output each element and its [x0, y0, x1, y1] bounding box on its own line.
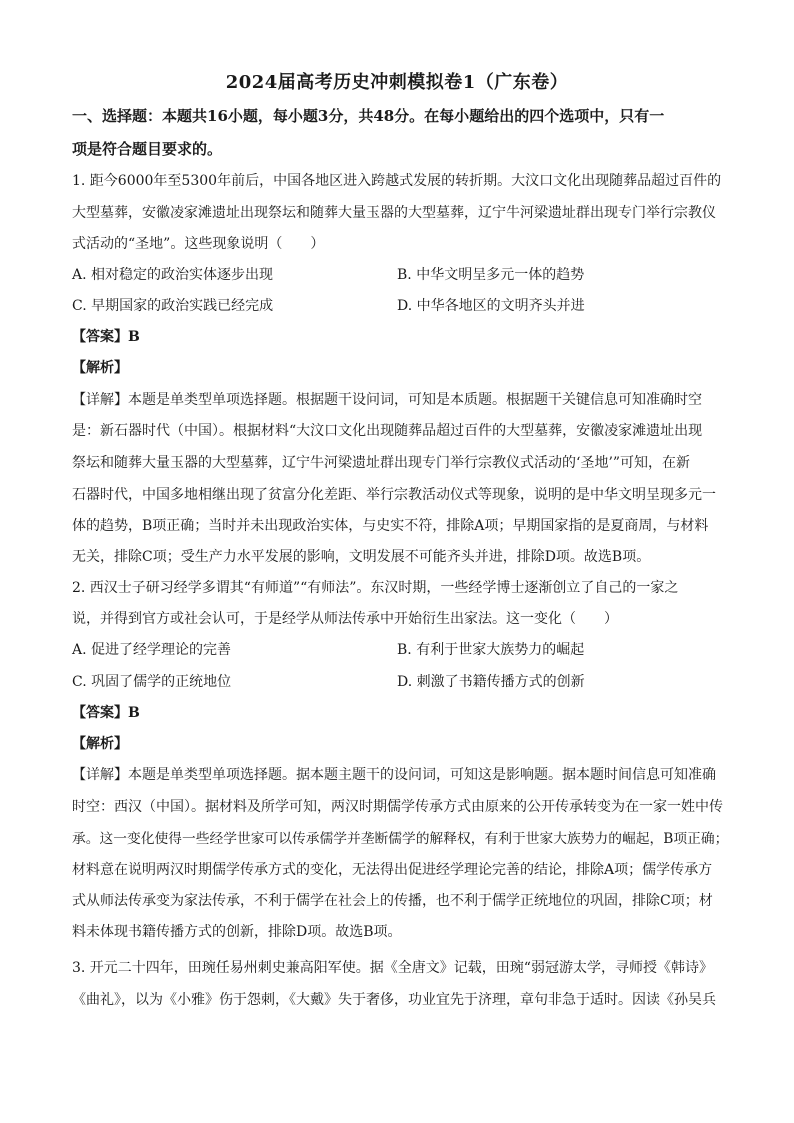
q1-detail-line-3: 祭坛和随葬大量玉器的大型墓葬，辽宁牛河梁遗址群出现专门举行宗教仪式活动的‘圣地’”可知，在新 [72, 455, 691, 471]
q2-option-a: A. 促进了经学理论的完善 [72, 642, 232, 658]
q1-stem-line-3: 式活动的“圣地”。这些现象说明（ ） [72, 236, 325, 252]
q3-stem-line-2: 《曲礼》，以为《小雅》伤于怨刺，《大戴》失于奢侈，功业宜先于济理，章句非急于适时。因读《孙吴兵 [72, 992, 716, 1008]
q2-answer: 【答案】B [72, 705, 140, 721]
q2-detail-line-6: 料未体现书籍传播方式的创新，排除D项。故选B项。 [72, 924, 402, 940]
q2-detail-line-3: 承。这一变化使得一些经学世家可以传承儒学并垄断儒学的解释权，有利于世家大族势力的崛起，B项正确； [72, 831, 729, 847]
q1-answer: 【答案】B [72, 329, 140, 345]
q2-detail-line-2: 时空：西汉（中国）。据材料及所学可知，两汉时期儒学传承方式由原来的公开传承转变为在一家一姓中传 [72, 799, 723, 815]
q2-option-d: D. 刺激了书籍传播方式的创新 [397, 674, 585, 690]
q2-option-b: B. 有利于世家大族势力的崛起 [397, 642, 585, 658]
section-heading-line-2: 项是符合题目要求的。 [72, 140, 223, 158]
q1-option-d: D. 中华各地区的文明齐头并进 [397, 298, 585, 314]
q1-detail-line-4: 石器时代，中国多地相继出现了贫富分化差距、举行宗教活动仪式等现象，说明的是中华文明呈现多元一 [72, 487, 716, 503]
q1-stem-line-1: 1. 距今6000年至5300年前后，中国各地区进入跨越式发展的转折期。大汶口文化出现随葬品超过百件的 [72, 173, 722, 189]
q2-detail-line-1: 【详解】本题是单类型单项选择题。据本题主题干的设问词，可知这是影响题。据本题时间信息可知准确 [72, 767, 716, 783]
page-title: 2024届高考历史冲刺模拟卷1（广东卷） [225, 72, 569, 93]
q1-stem-line-2: 大型墓葬，安徽凌家滩遗址出现祭坛和随葬大量玉器的大型墓葬，辽宁牛河梁遗址群出现专门举行宗教仪 [72, 205, 716, 221]
q2-detail-line-5: 式从师法传承变为家法传承，不利于儒学在社会上的传播，也不利于儒学正统地位的巩固，排除C项；材 [72, 893, 713, 909]
q1-detail-line-5: 体的趋势，B项正确；当时并未出现政治实体，与史实不符，排除A项；早期国家指的是夏商周，与材料 [72, 518, 709, 534]
q1-analysis-label: 【解析】 [72, 360, 128, 376]
q1-detail-line-6: 无关，排除C项；受生产力水平发展的影响，文明发展不可能齐头并进，排除D项。故选B项。 [72, 549, 651, 565]
q2-stem-line-1: 2. 西汉士子研习经学多谓其“有师道”“有师法”。东汉时期，一些经学博士逐渐创立了自己的一家之 [72, 580, 679, 596]
q2-option-c: C. 巩固了儒学的正统地位 [72, 674, 232, 690]
q2-stem-line-2: 说，并得到官方或社会认可，于是经学从师法传承中开始衍生出家法。这一变化（ ） [72, 611, 618, 627]
q1-option-c: C. 早期国家的政治实践已经完成 [72, 298, 274, 314]
q1-option-b: B. 中华文明呈多元一体的趋势 [397, 267, 585, 283]
q1-option-a: A. 相对稳定的政治实体逐步出现 [72, 267, 274, 283]
q1-detail-line-2: 是：新石器时代（中国）。根据材料“大汶口文化出现随葬品超过百件的大型墓葬，安徽凌家滩遗址出现 [72, 423, 703, 439]
q3-stem-line-1: 3. 开元二十四年，田琬任易州刺史兼高阳军使。据《全唐文》记载，田琬“弱冠游太学，寻师授《韩诗》 [72, 960, 713, 976]
q2-analysis-label: 【解析】 [72, 736, 128, 752]
section-heading-line-1: 一、选择题：本题共16小题，每小题3分，共48分。在每小题给出的四个选项中，只有一 [72, 107, 665, 125]
q1-detail-line-1: 【详解】本题是单类型单项选择题。根据题干设问词，可知是本质题。根据题干关键信息可知准确时空 [72, 392, 702, 408]
q2-detail-line-4: 材料意在说明两汉时期儒学传承方式的变化，无法得出促进经学理论完善的结论，排除A项；儒学传承方 [72, 862, 713, 878]
